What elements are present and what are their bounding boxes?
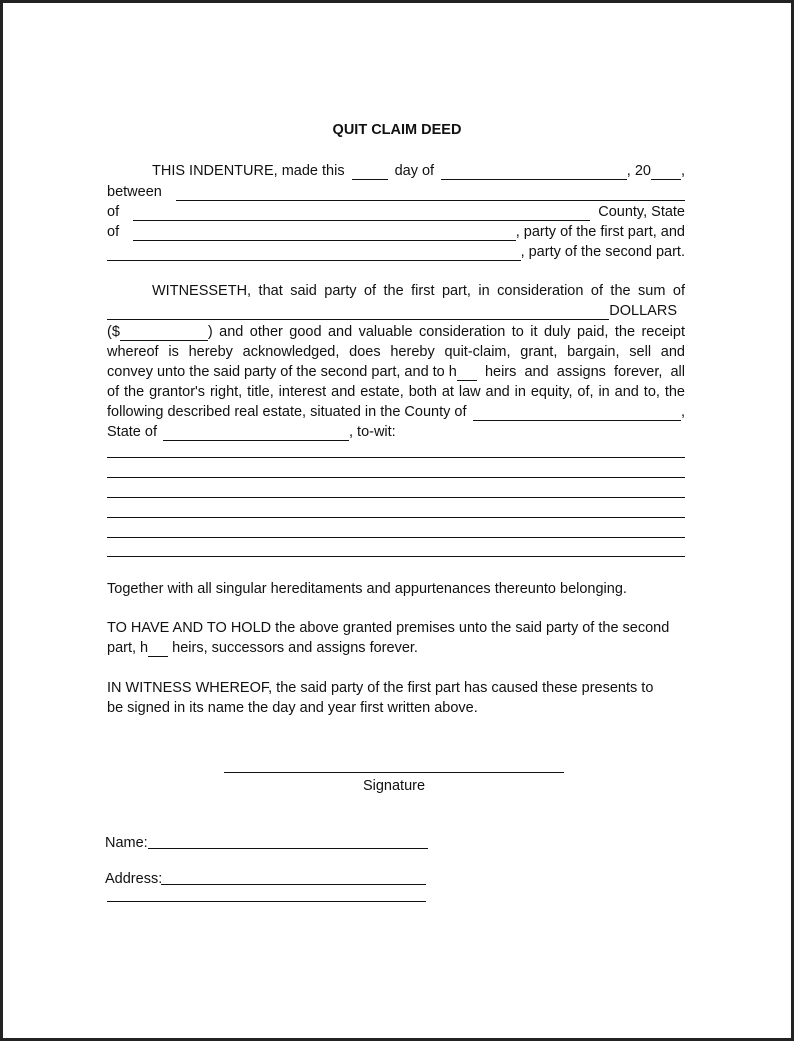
year-prefix: , 20 <box>626 163 651 179</box>
signature-line[interactable] <box>224 772 564 773</box>
address-field-1[interactable] <box>161 884 426 885</box>
county-state-label: County, State <box>598 204 685 220</box>
amount-field[interactable] <box>120 326 208 341</box>
indenture-line <box>107 162 685 180</box>
witnesseth-line-6: of the grantor's right, title, interest and estate, both at law and in equity, of, in and to, the <box>107 384 685 400</box>
testimonium-line-2: be signed in its name the day and year first written above. <box>107 700 478 716</box>
state-of-line <box>107 423 685 441</box>
comma: , <box>680 404 685 420</box>
description-line[interactable] <box>107 537 685 538</box>
month-field[interactable] <box>441 165 627 180</box>
day-of-text: day of <box>394 163 435 179</box>
document-title: QUIT CLAIM DEED <box>332 122 462 138</box>
state-line <box>107 223 685 241</box>
dollars-line <box>107 302 677 320</box>
amount-line <box>107 323 685 341</box>
real-estate-state-field[interactable] <box>163 426 349 441</box>
real-estate-text: following described real estate, situated in the County of <box>107 404 467 420</box>
description-line[interactable] <box>107 556 685 557</box>
real-estate-county-field[interactable] <box>473 406 681 421</box>
consideration-text: ) and other good and valuable consideration to it duly paid, the receipt <box>207 324 685 340</box>
description-line[interactable] <box>107 497 685 498</box>
day-field[interactable] <box>352 165 388 180</box>
of-label: of <box>107 224 120 240</box>
heirs-pronoun-field[interactable] <box>457 366 477 381</box>
habendum-text: part, h <box>107 640 149 656</box>
of-label: of <box>107 204 120 220</box>
witnesseth-line-4: whereof is hereby acknowledged, does hereby quit-claim, grant, bargain, sell and <box>107 344 685 360</box>
testimonium-line-1: IN WITNESS WHEREOF, the said party of the first part has caused these presents to <box>107 680 654 696</box>
between-field[interactable] <box>176 186 685 201</box>
county-line <box>107 203 685 221</box>
heirs-text: heirs and assigns forever, all <box>476 364 685 380</box>
dollar-sign: ($ <box>107 324 120 340</box>
state-field[interactable] <box>133 226 516 241</box>
habendum-text: heirs, successors and assigns forever. <box>168 640 418 656</box>
state-of-label: State of <box>107 424 157 440</box>
description-line[interactable] <box>107 517 685 518</box>
name-label: Name: <box>105 835 148 851</box>
habendum-line-2 <box>107 639 418 657</box>
first-party-label: , party of the first part, and <box>515 224 685 240</box>
address-label: Address: <box>105 871 163 887</box>
between-line <box>107 183 685 201</box>
second-party-field[interactable] <box>107 246 521 261</box>
heirs-line <box>107 363 685 381</box>
second-party-line <box>107 243 685 261</box>
witnesseth-line-1: WITNESSETH, that said party of the first part, in consideration of the sum of <box>152 283 685 299</box>
signature-label: Signature <box>362 778 426 794</box>
between-label: between <box>107 184 162 200</box>
dollars-words-field[interactable] <box>107 305 609 320</box>
second-party-label: , party of the second part. <box>520 244 685 260</box>
to-wit-label: , to-wit: <box>348 424 396 440</box>
habendum-line-1: TO HAVE AND TO HOLD the above granted premises unto the said party of the second <box>107 620 670 636</box>
description-line[interactable] <box>107 477 685 478</box>
address-field-2[interactable] <box>107 901 426 902</box>
indenture-text: THIS INDENTURE, made this <box>152 163 345 179</box>
habendum-pronoun-field[interactable] <box>148 642 168 657</box>
county-field[interactable] <box>133 206 590 221</box>
convey-text: convey unto the said party of the second part, and to h <box>107 364 457 380</box>
together-clause: Together with all singular hereditaments and appurtenances thereunto belonging. <box>107 581 627 597</box>
year-field[interactable] <box>651 165 681 180</box>
name-field[interactable] <box>148 848 428 849</box>
description-line[interactable] <box>107 457 685 458</box>
dollars-label: DOLLARS <box>609 303 677 319</box>
county-of-line <box>107 403 685 421</box>
comma: , <box>680 163 685 179</box>
